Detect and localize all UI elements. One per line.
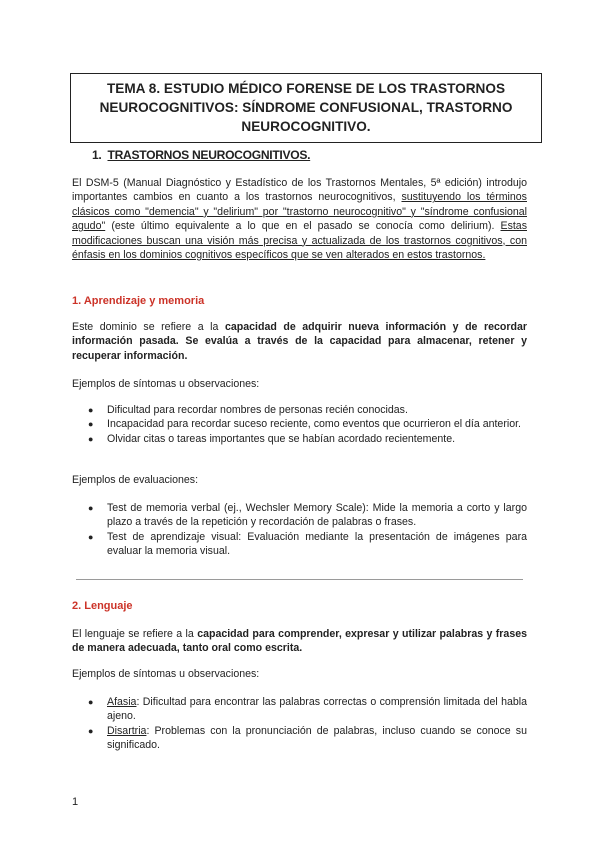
intro-text-rest: (este último equivalente a lo que en el pasado se conocía como delirium). xyxy=(111,220,495,233)
subsection-heading-lenguaje: 2. Lenguaje xyxy=(72,600,133,612)
intro-underlined-2: Estas modificaciones buscan una visión más precisa y actualizada de los trastornos cognitivos, con énfasis en los dominios cognitivos específicos que se ven alterados en estos trastornos. xyxy=(72,220,527,262)
lenguaje-symptoms-label: Ejemplos de síntomas u observaciones: xyxy=(72,668,260,680)
aprendizaje-evals-list xyxy=(72,501,527,559)
list-item xyxy=(72,724,527,753)
list-item: ● Dificultad para recordar nombres de personas recién conocidas. xyxy=(72,403,527,417)
aprendizaje-desc-bold: capacidad de adquirir nueva información y de recordar información pasada. Se evalúa a través de la capacidad para almacenar, retener y recuperar información. xyxy=(72,321,527,362)
term-afasia: Afasia xyxy=(107,696,137,708)
lenguaje-description xyxy=(72,627,527,656)
intro-paragraph xyxy=(72,176,527,262)
section-title: TRASTORNOS NEUROCOGNITIVOS. xyxy=(107,148,311,162)
term-afasia-definition: : Dificultad para encontrar las palabras correctas o comprensión limitada del habla ajeno. xyxy=(107,696,527,723)
aprendizaje-symptoms-label: Ejemplos de síntomas u observaciones: xyxy=(72,378,260,390)
aprendizaje-desc-text: Este dominio se refiere a la xyxy=(72,321,219,333)
list-item: ● Test de memoria verbal (ej., Wechsler Memory Scale): Mide la memoria a corto y largo plazo a través de la repetición y recordación de palabras o frases. xyxy=(72,501,527,530)
list-item: ● Olvidar citas o tareas importantes que se habían acordado recientemente. xyxy=(72,432,527,446)
lenguaje-desc-text: El lenguaje se refiere a la xyxy=(72,628,194,640)
horizontal-divider xyxy=(76,579,523,580)
aprendizaje-symptoms-list xyxy=(72,403,527,446)
intro-text: El DSM-5 (Manual Diagnóstico y Estadístico de los Trastornos Mentales, 5ª edición) introdujo importantes cambios en cuanto a los trastornos neurocognitivos, xyxy=(72,177,527,204)
page-title: TEMA 8. ESTUDIO MÉDICO FORENSE DE LOS TRASTORNOS NEUROCOGNITIVOS: SÍNDROME CONFUSIONAL, TRASTORNO NEUROCOGNITIVO. xyxy=(70,73,542,143)
aprendizaje-evals-label: Ejemplos de evaluaciones: xyxy=(72,474,199,486)
list-item xyxy=(72,695,527,724)
page-number: 1 xyxy=(72,796,79,808)
section-heading xyxy=(92,148,310,162)
intro-underlined: sustituyendo los términos clásicos como "demencia" y "delirium" por "trastorno neurocognitivo" y "síndrome confusional agudo" xyxy=(72,191,527,233)
term-disartria-definition: : Problemas con la pronunciación de palabras, incluso cuando se conoce su significado. xyxy=(107,724,527,752)
list-item: ● Test de aprendizaje visual: Evaluación mediante la presentación de imágenes para evaluar la memoria visual. xyxy=(72,530,527,559)
section-number: 1. xyxy=(92,148,102,162)
list-item: ● Incapacidad para recordar suceso reciente, como eventos que ocurrieron el día anterior. xyxy=(72,417,527,431)
subsection-heading-aprendizaje: 1. Aprendizaje y memoria xyxy=(72,295,205,307)
aprendizaje-description xyxy=(72,320,527,363)
lenguaje-desc-bold: capacidad para comprender, expresar y utilizar palabras y frases de manera adecuada, tanto oral como escrita. xyxy=(72,628,527,655)
lenguaje-symptoms-list xyxy=(72,695,527,753)
term-disartria: Disartria xyxy=(107,724,147,737)
